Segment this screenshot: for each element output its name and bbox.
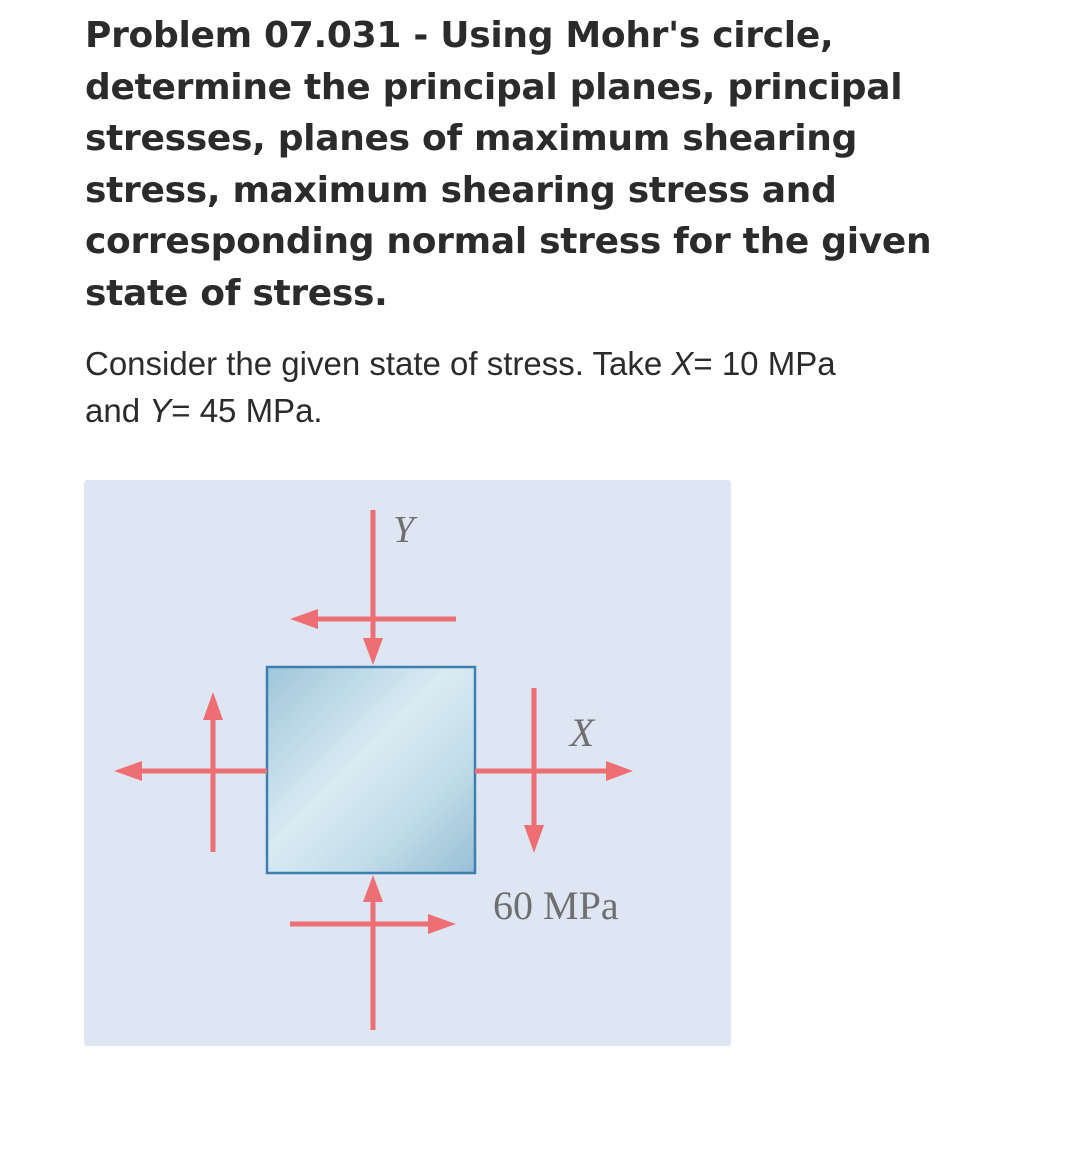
problem-statement [85, 340, 1015, 434]
stress-element-figure [84, 480, 731, 1046]
statement-intro: Consider the given state of stress. Take [85, 345, 672, 382]
problem-title: Problem 07.031 - Using Mohr's circle, determine the principal planes, principal stresses, planes of maximum shearing stress, maximum shearing stress and corresponding normal stress for the given state of stress. [85, 15, 932, 314]
x-stress-label: X [569, 710, 595, 755]
shear-stress-label: 60 MPa [493, 883, 619, 928]
statement-and: and [85, 392, 150, 429]
x-value: = 10 MPa [693, 345, 836, 382]
bottom-normal-stress-arrow [363, 875, 383, 1030]
y-variable: Y [149, 392, 172, 429]
y-stress-label: Y [393, 509, 415, 551]
top-normal-stress-arrow [363, 510, 383, 665]
left-normal-stress-arrow [114, 761, 267, 781]
x-variable: X [671, 345, 694, 382]
stress-diagram [84, 480, 731, 1046]
y-value: = 45 MPa. [171, 392, 323, 429]
stress-element [267, 667, 475, 873]
right-normal-stress-arrow [475, 761, 633, 781]
